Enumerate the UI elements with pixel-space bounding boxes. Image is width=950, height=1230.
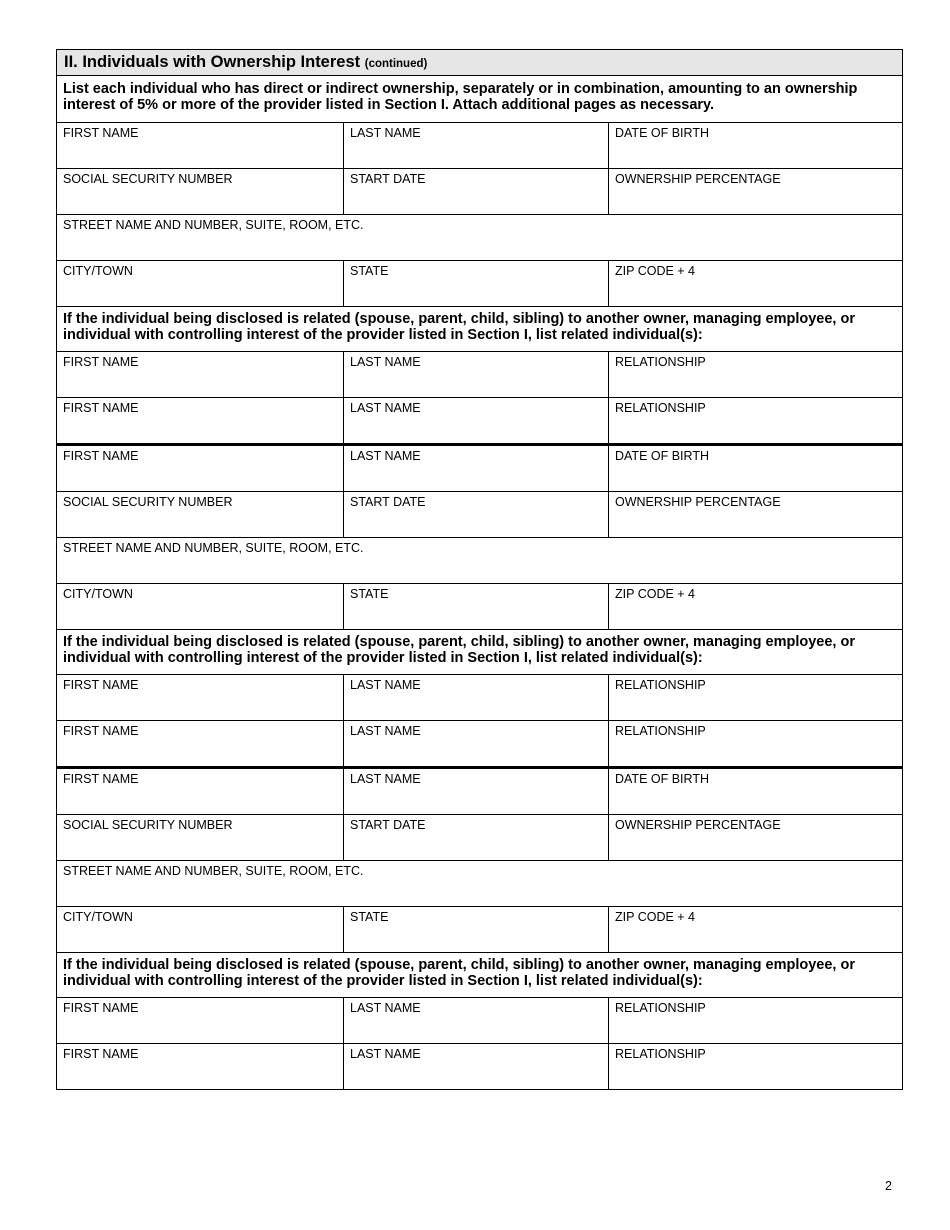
related-last-name-field[interactable]: LAST NAME: [343, 398, 608, 443]
first-name-field[interactable]: FIRST NAME: [63, 126, 139, 140]
city-field[interactable]: CITY/TOWN: [63, 587, 133, 601]
relationship-field[interactable]: RELATIONSHIP: [608, 998, 902, 1043]
last-name-field[interactable]: LAST NAME: [343, 446, 608, 491]
date-of-birth-field[interactable]: DATE OF BIRTH: [608, 769, 902, 814]
street-row: [57, 214, 902, 260]
related-individual-row: [57, 674, 902, 720]
ownership-percentage-field[interactable]: OWNERSHIP PERCENTAGE: [608, 815, 902, 860]
relationship-field[interactable]: RELATIONSHIP: [608, 398, 902, 443]
start-date-field[interactable]: START DATE: [343, 492, 608, 537]
ownership-row: [57, 168, 902, 214]
last-name-field[interactable]: LAST NAME: [343, 769, 608, 814]
ownership-row: [57, 491, 902, 537]
identity-row: [57, 766, 902, 814]
related-individual-row: [57, 720, 902, 766]
individual-blocks: [57, 122, 902, 1089]
street-field[interactable]: STREET NAME AND NUMBER, SUITE, ROOM, ETC.: [63, 864, 364, 878]
city-row: [57, 260, 902, 306]
identity-row: [57, 443, 902, 491]
related-last-name-field[interactable]: LAST NAME: [343, 1044, 608, 1089]
street-row: [57, 860, 902, 906]
relationship-field[interactable]: RELATIONSHIP: [608, 675, 902, 720]
ownership-percentage-field[interactable]: OWNERSHIP PERCENTAGE: [608, 169, 902, 214]
street-field[interactable]: STREET NAME AND NUMBER, SUITE, ROOM, ETC.: [63, 218, 364, 232]
date-of-birth-field[interactable]: DATE OF BIRTH: [608, 446, 902, 491]
related-last-name-field[interactable]: LAST NAME: [343, 675, 608, 720]
ownership-form: [56, 49, 903, 1090]
relationship-field[interactable]: RELATIONSHIP: [608, 1044, 902, 1089]
related-first-name-field[interactable]: FIRST NAME: [63, 401, 139, 415]
related-individual-row: [57, 351, 902, 397]
related-first-name-field[interactable]: FIRST NAME: [63, 355, 139, 369]
related-individual-row: [57, 397, 902, 443]
section-title: [57, 50, 902, 76]
last-name-field[interactable]: LAST NAME: [343, 123, 608, 168]
start-date-field[interactable]: START DATE: [343, 169, 608, 214]
first-name-field[interactable]: FIRST NAME: [63, 772, 139, 786]
related-first-name-field[interactable]: FIRST NAME: [63, 678, 139, 692]
related-first-name-field[interactable]: FIRST NAME: [63, 1001, 139, 1015]
zip-field[interactable]: ZIP CODE + 4: [608, 261, 902, 306]
related-individuals-note: If the individual being disclosed is related (spouse, parent, child, sibling) to another owner, managing employee, or individual with controlling interest of the provider listed in Section I, list related individual(s):: [57, 952, 902, 997]
city-field[interactable]: CITY/TOWN: [63, 910, 133, 924]
related-last-name-field[interactable]: LAST NAME: [343, 352, 608, 397]
section-instructions: List each individual who has direct or indirect ownership, separately or in combination, amounting to an ownership interest of 5% or more of the provider listed in Section I. Attach additional pages as necessary.: [63, 81, 858, 113]
relationship-field[interactable]: RELATIONSHIP: [608, 352, 902, 397]
state-field[interactable]: STATE: [343, 907, 608, 952]
ownership-row: [57, 814, 902, 860]
ssn-field[interactable]: SOCIAL SECURITY NUMBER: [63, 172, 233, 186]
related-individual-row: [57, 997, 902, 1043]
related-first-name-field[interactable]: FIRST NAME: [63, 724, 139, 738]
state-field[interactable]: STATE: [343, 584, 608, 629]
street-row: [57, 537, 902, 583]
relationship-field[interactable]: RELATIONSHIP: [608, 721, 902, 766]
ssn-field[interactable]: SOCIAL SECURITY NUMBER: [63, 495, 233, 509]
ssn-field[interactable]: SOCIAL SECURITY NUMBER: [63, 818, 233, 832]
city-row: [57, 583, 902, 629]
zip-field[interactable]: ZIP CODE + 4: [608, 584, 902, 629]
date-of-birth-field[interactable]: DATE OF BIRTH: [608, 123, 902, 168]
ownership-percentage-field[interactable]: OWNERSHIP PERCENTAGE: [608, 492, 902, 537]
related-last-name-field[interactable]: LAST NAME: [343, 721, 608, 766]
section-title-text: II. Individuals with Ownership Interest: [64, 53, 361, 71]
zip-field[interactable]: ZIP CODE + 4: [608, 907, 902, 952]
street-field[interactable]: STREET NAME AND NUMBER, SUITE, ROOM, ETC.: [63, 541, 364, 555]
section-title-suffix: (continued): [364, 58, 428, 70]
state-field[interactable]: STATE: [343, 261, 608, 306]
related-individuals-note: If the individual being disclosed is related (spouse, parent, child, sibling) to another owner, managing employee, or individual with controlling interest of the provider listed in Section I, list related individual(s):: [57, 629, 902, 674]
start-date-field[interactable]: START DATE: [343, 815, 608, 860]
city-field[interactable]: CITY/TOWN: [63, 264, 133, 278]
identity-row: [57, 122, 902, 168]
related-first-name-field[interactable]: FIRST NAME: [63, 1047, 139, 1061]
city-row: [57, 906, 902, 952]
page-number: 2: [885, 1179, 892, 1193]
related-individual-row: [57, 1043, 902, 1089]
related-individuals-note: If the individual being disclosed is related (spouse, parent, child, sibling) to another owner, managing employee, or individual with controlling interest of the provider listed in Section I, list related individual(s):: [57, 306, 902, 351]
related-last-name-field[interactable]: LAST NAME: [343, 998, 608, 1043]
first-name-field[interactable]: FIRST NAME: [63, 449, 139, 463]
